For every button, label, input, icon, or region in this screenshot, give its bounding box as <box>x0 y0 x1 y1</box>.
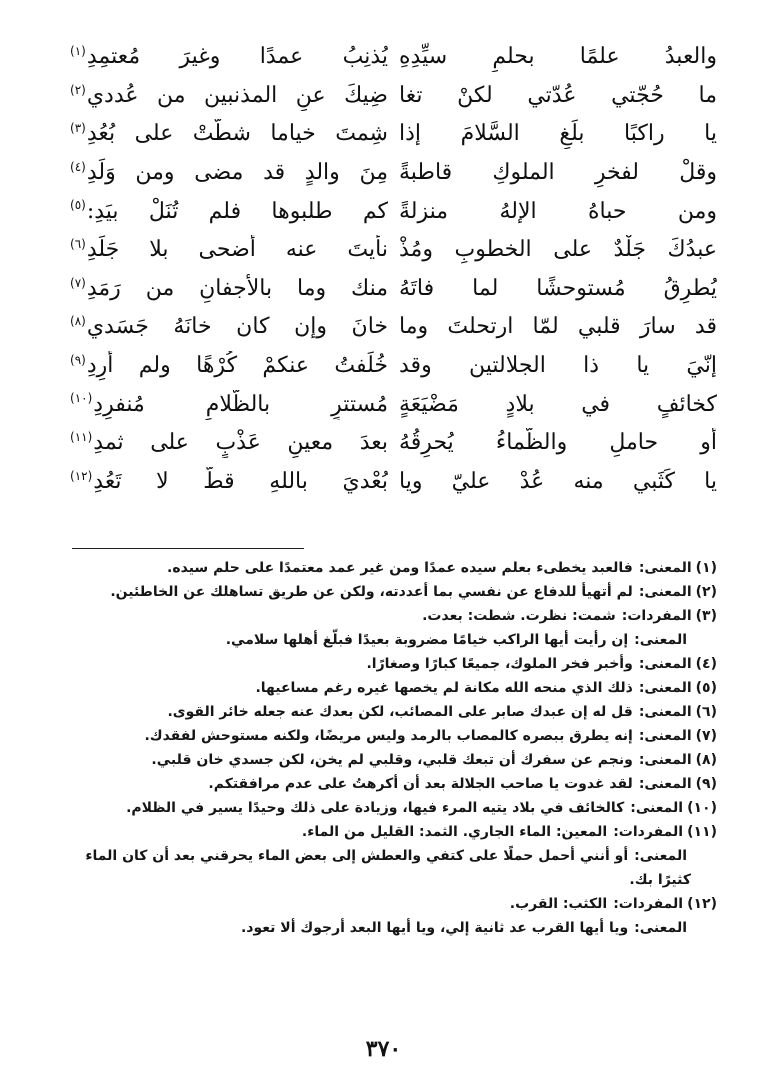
hemistich-text: منك وما بالأجفانِ من رَمَدِ <box>86 275 388 301</box>
verse-second-hemistich <box>70 235 388 265</box>
footnote-text: لقد غدوت يا صاحب الجلالة بعد أن أكرهتُ على عدم مرافقتكم. <box>208 776 633 792</box>
footnote-number: (١١) <box>687 824 717 840</box>
footnote-number: (٤) <box>695 656 717 672</box>
verse-first-hemistich: كخائفٍ في بلادٍ مَضْيَعَةٍ <box>399 391 717 417</box>
hemistich-text: خانَ وإن كان خانَهُ جَسَدي <box>86 314 388 340</box>
footnote-text: شمت: نظرت. شطت: بعدت. <box>422 608 616 624</box>
poem-verse <box>70 192 717 231</box>
footnote-text: إن رأيت أيها الراكب خيامًا مضروبة بعيدًا فبلّغ أهلها سلامي. <box>225 632 629 648</box>
footnote-ref: (١) <box>70 43 86 58</box>
footnote-ref: (٧) <box>70 275 86 290</box>
footnote-text: المعين: الماء الجاري. الثمد: القليل من الماء. <box>301 824 608 840</box>
footnote <box>70 724 717 748</box>
footnote-label: المعنى: <box>634 848 687 864</box>
footnote <box>70 700 717 724</box>
footnote-text: كالخائف في بلاد يتيه المرء فيها، وزيادة على ذلك وحيدًا يسير في الظلام. <box>126 800 625 816</box>
footnote-number: (٢) <box>695 584 717 600</box>
verse-first-hemistich: وقلْ لفخرِ الملوكِ قاطبةً <box>399 160 717 186</box>
footnote-number: (٦) <box>695 704 717 720</box>
footnote-label: المفردات: <box>613 824 684 840</box>
footnote-label: المعنى: <box>638 560 692 576</box>
hemistich-text: نأيتَ عنه أضحى بلا جَلَدِ <box>86 237 388 263</box>
footnote-label: المعنى: <box>638 776 692 792</box>
footnote <box>70 892 717 916</box>
footnote-label: المعنى: <box>638 680 692 696</box>
footnote <box>70 796 717 820</box>
footnote-text: قل له إن عبدك صابر على المصائب، لكن بعدك عنه جعله خائر القوى. <box>167 704 633 720</box>
footnote-label: المعنى: <box>630 800 684 816</box>
verse-first-hemistich: يا كَثَبي منه عُدْ عليّ ويا <box>399 468 717 494</box>
hemistich-text: مُستترٍ بالظَّلامِ مُنفرِدِ <box>93 391 388 417</box>
footnote <box>70 652 717 676</box>
footnote-text: الكثب: القرب. <box>509 896 608 912</box>
footnote-ref: (٥) <box>70 198 86 213</box>
hemistich-text: مِنَ والدٍ قد مضى ومن وَلَدِ <box>86 160 388 186</box>
verse-first-hemistich: يا راكبًا بلِّغِ السَّلامَ إذا <box>399 121 717 147</box>
verse-second-hemistich <box>70 274 388 304</box>
footnote-ref: (١٢) <box>70 468 93 483</box>
footnote-ref: (١٠) <box>70 391 93 406</box>
footnote-number: (٨) <box>695 752 717 768</box>
footnote-label: المفردات: <box>613 896 684 912</box>
poem-verse <box>70 308 717 347</box>
footnote-number: (١٢) <box>687 896 717 912</box>
poem-verse <box>70 347 717 386</box>
footnote-ref: (٤) <box>70 159 86 174</box>
footnote-text: ويا أيها القرب عد ثانية إلي، ويا أيها البعد أرجوك ألا تعود. <box>240 920 629 936</box>
verse-second-hemistich <box>70 42 388 72</box>
footnote <box>70 772 717 796</box>
hemistich-text: كم طلبوها فلم تُنَلْ بيَدِ: <box>86 198 388 224</box>
footnotes <box>70 556 717 940</box>
footnote-label: المعنى: <box>638 704 692 720</box>
hemistich-text: خُلِّفتُ عنكمْ كُرْهًا ولم أرِدِ <box>86 353 388 379</box>
footnote-text: ذلك الذي منحه الله مكانة لم يخصها غيره رغم مساعيها. <box>255 680 633 696</box>
poem-verse <box>70 385 717 424</box>
verse-first-hemistich: ما حُجّتي عُدّتي لكنْ تغا <box>399 82 717 108</box>
verse-first-hemistich: عبدُكَ جَلْدٌ على الخطوبِ ومُذْ <box>399 237 717 263</box>
footnote-number: (٩) <box>695 776 717 792</box>
footnote <box>70 580 717 604</box>
footnote-text: لم أتهيأ للدفاع عن نفسي بما أعددته، ولكن عن طريق تساهلك عن الخاطئين. <box>110 584 633 600</box>
footnote-ref: (٦) <box>70 236 86 251</box>
poem-verse <box>70 154 717 193</box>
footnote-number: (٧) <box>695 728 717 744</box>
footnote-ref: (١١) <box>70 429 93 444</box>
footnote-number: (٥) <box>695 680 717 696</box>
footnote-ref: (٩) <box>70 352 86 367</box>
footnote-label: المعنى: <box>638 656 692 672</box>
verse-second-hemistich <box>70 119 388 149</box>
poem-verse <box>70 38 717 77</box>
footnote-number: (١٠) <box>687 800 717 816</box>
footnote-text: إنه يطرق ببصره كالمصاب بالرمد وليس مريضًا، ولكنه مستوحش لفقدك. <box>144 728 633 744</box>
footnote-text: ونجم عن سفرك أن تبعك قلبي، وقلبي لم يخن، لكن جسدي خان قلبي. <box>151 752 633 768</box>
verse-second-hemistich <box>70 390 388 420</box>
footnote-ref: (٣) <box>70 121 86 136</box>
verse-first-hemistich: قد سارَ قلبي لمّا ارتحلتَ وما <box>399 314 717 340</box>
footnote-label: المعنى: <box>638 728 692 744</box>
footnote <box>70 556 717 580</box>
verse-first-hemistich: أو حاملِ والظَّماءُ يُحرِقُهُ <box>399 430 717 456</box>
hemistich-text: بُعْديَ باللهِ قطُّ لا تَعُدِ <box>93 468 388 494</box>
hemistich-text: يُذنِبُ عمدًا وغيرَ مُعتمِدِ <box>86 44 388 70</box>
poem-verse <box>70 270 717 309</box>
footnote-text: فالعبد يخطىء بعلم سيده عمدًا ومن غير عمد معتمدًا على حلم سيده. <box>167 560 633 576</box>
verse-second-hemistich <box>70 197 388 227</box>
footnote-label: المعنى: <box>638 752 692 768</box>
footnote-label: المفردات: <box>621 608 692 624</box>
footnote <box>70 748 717 772</box>
verse-first-hemistich: والعبدُ علمًا بحلمِ سيِّدِهِ <box>399 44 717 70</box>
hemistich-text: شِمتَ خياما شطَّتْ على بُعُدِ <box>86 121 388 147</box>
footnote <box>70 820 717 844</box>
footnote-ref: (٨) <box>70 314 86 329</box>
poem <box>70 38 717 501</box>
poem-verse <box>70 115 717 154</box>
verse-second-hemistich <box>70 351 388 381</box>
page-number: ٣٧٠ <box>365 1036 402 1062</box>
verse-first-hemistich: ومن حباهُ الإلهُ منزلةً <box>399 198 717 224</box>
footnote-label: المعنى: <box>634 632 687 648</box>
footnote-label: المعنى: <box>634 920 687 936</box>
footnote-text: وأخبر فخر الملوك، جميعًا كبارًا وصغارًا. <box>366 656 633 672</box>
footnote-number: (٣) <box>695 608 717 624</box>
poem-verse <box>70 463 717 502</box>
footnote <box>70 844 717 892</box>
footnote-label: المعنى: <box>638 584 692 600</box>
footnote-ref: (٢) <box>70 82 86 97</box>
footnote-number: (١) <box>695 560 717 576</box>
footnote-separator <box>72 548 304 549</box>
hemistich-text: ضِيكَ عنِ المذنبين من عُددي <box>86 82 388 108</box>
verse-second-hemistich <box>70 428 388 458</box>
footnote <box>70 676 717 700</box>
footnote-text: أو أنني أحمل حملًا على كتفي والعطش إلى بعض الماء يحرقني بعد أن كان الماء كثيرًا بك. <box>85 848 691 888</box>
verse-first-hemistich: يُطرِقُ مُستوحشًا لما فاتَهُ <box>399 275 717 301</box>
hemistich-text: بعدَ معينٍ عَذْبٍ على ثمدِ <box>93 430 388 456</box>
verse-second-hemistich <box>70 81 388 111</box>
verse-second-hemistich <box>70 467 388 497</box>
poem-verse <box>70 231 717 270</box>
footnote <box>70 916 717 940</box>
verse-second-hemistich <box>70 158 388 188</box>
poem-verse <box>70 77 717 116</box>
verse-second-hemistich <box>70 312 388 342</box>
poem-verse <box>70 424 717 463</box>
verse-first-hemistich: إنّيَ يا ذا الجلالتين وقد <box>399 353 717 379</box>
footnote <box>70 628 717 652</box>
footnote <box>70 604 717 628</box>
